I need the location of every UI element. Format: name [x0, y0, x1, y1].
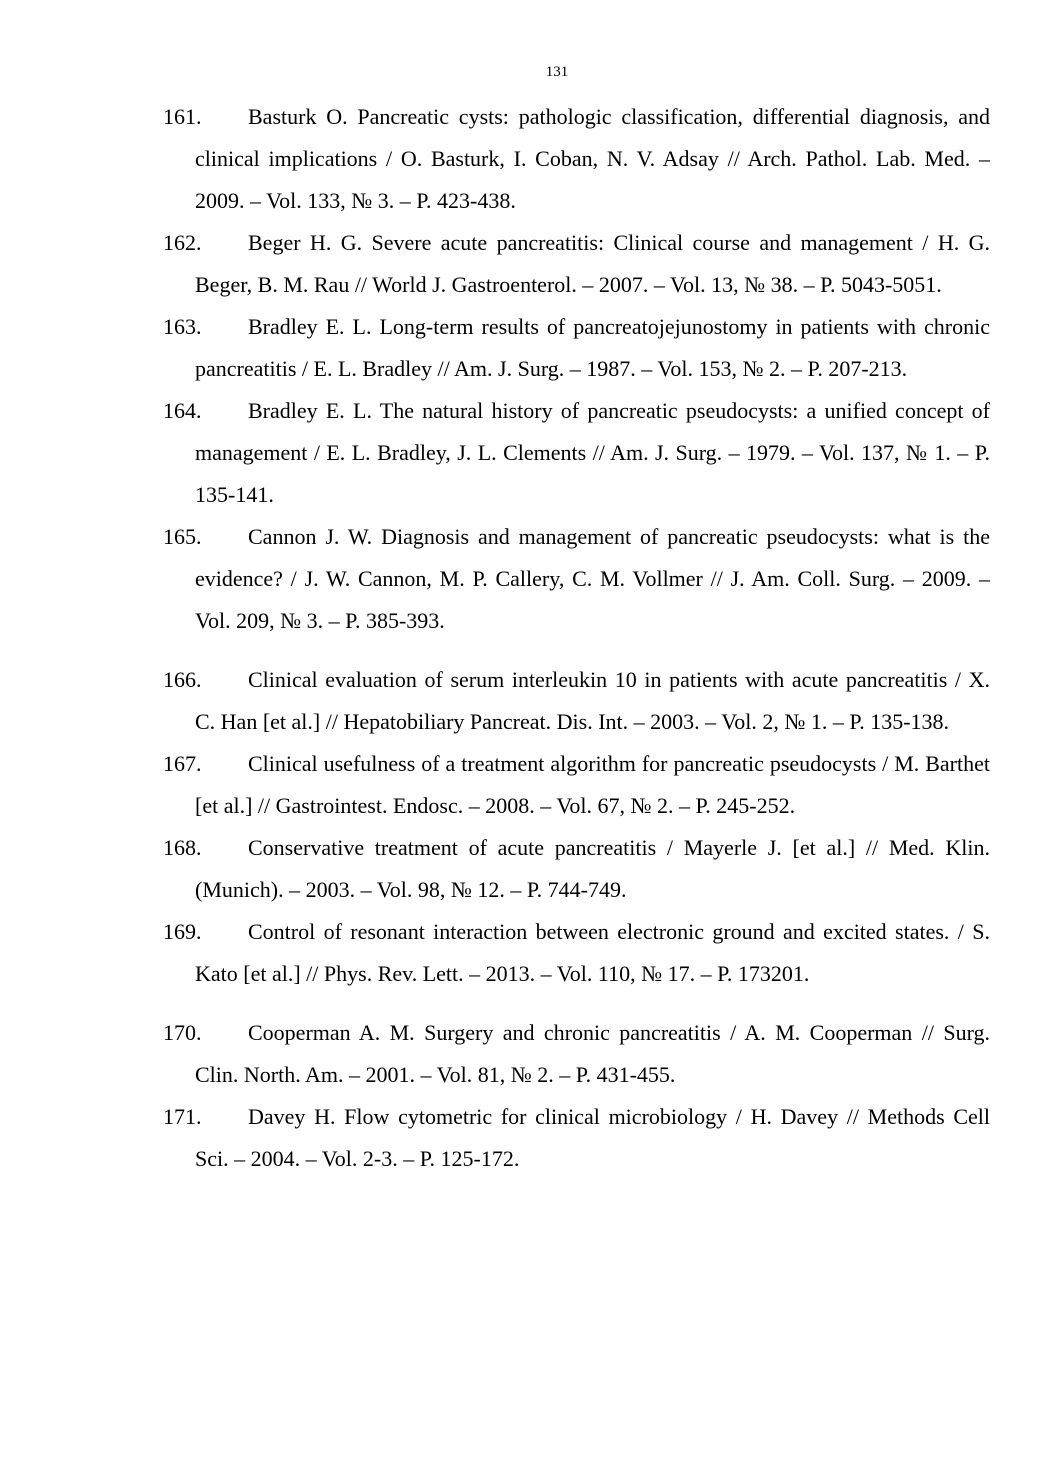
reference-number: 170.	[163, 1020, 202, 1045]
reference-number: 166.	[163, 667, 202, 692]
reference-number: 164.	[163, 398, 202, 423]
reference-item	[163, 1012, 990, 1096]
reference-item	[163, 222, 990, 306]
reference-text: Bradley E. L. Long-term results of pancreatojejunostomy in patients with chronic pancreatitis / E. L. Bradley // Am. J. Surg. – 1987. – Vol. 153, № 2. – P. 207-213.	[195, 314, 990, 381]
reference-number: 163.	[163, 314, 202, 339]
reference-number: 162.	[163, 230, 202, 255]
reference-text: Cannon J. W. Diagnosis and management of pancreatic pseudocysts: what is the evidence? / J. W. Cannon, M. P. Callery, C. M. Vollmer // J. Am. Coll. Surg. – 2009. – Vol. 209, № 3. – P. 385-393.	[195, 524, 990, 633]
reference-item	[163, 96, 990, 222]
reference-text: Basturk O. Pancreatic cysts: pathologic classification, differential diagnosis, and clinical implications / O. Basturk, I. Coban, N. V. Adsay // Arch. Pathol. Lab. Med. – 2009. – Vol. 133, № 3. – P. 423-438.	[195, 104, 990, 213]
reference-number: 161.	[163, 104, 202, 129]
reference-number: 169.	[163, 919, 202, 944]
reference-text: Clinical evaluation of serum interleukin 10 in patients with acute pancreatitis / X. C. Han [et al.] // Hepatobiliary Pancreat. Dis. Int. – 2003. – Vol. 2, № 1. – P. 135-138.	[195, 667, 990, 734]
reference-item	[163, 827, 990, 911]
reference-item	[163, 911, 990, 995]
reference-list	[163, 96, 990, 1180]
reference-number: 165.	[163, 524, 202, 549]
reference-item	[163, 1096, 990, 1180]
reference-text: Beger H. G. Severe acute pancreatitis: Clinical course and management / H. G. Beger, B. M. Rau // World J. Gastroenterol. – 2007. – Vol. 13, № 38. – P. 5043-5051.	[195, 230, 990, 297]
reference-text: Davey H. Flow cytometric for clinical microbiology / H. Davey // Methods Cell Sci. – 2004. – Vol. 2-3. – P. 125-172.	[195, 1104, 990, 1171]
reference-text: Conservative treatment of acute pancreatitis / Mayerle J. [et al.] // Med. Klin. (Munich). – 2003. – Vol. 98, № 12. – P. 744-749.	[195, 835, 990, 902]
page-number: 131	[545, 64, 569, 80]
reference-item	[163, 306, 990, 390]
reference-text: Clinical usefulness of a treatment algorithm for pancreatic pseudocysts / M. Barthet [et al.] // Gastrointest. Endosc. – 2008. – Vol. 67, № 2. – P. 245-252.	[195, 751, 990, 818]
reference-item	[163, 659, 990, 743]
reference-number: 167.	[163, 751, 202, 776]
reference-text: Bradley E. L. The natural history of pancreatic pseudocysts: a unified concept of management / E. L. Bradley, J. L. Clements // Am. J. Surg. – 1979. – Vol. 137, № 1. – P. 135-141.	[195, 398, 990, 507]
reference-number: 171.	[163, 1104, 202, 1129]
reference-item	[163, 516, 990, 642]
reference-number: 168.	[163, 835, 202, 860]
reference-text: Control of resonant interaction between electronic ground and excited states. / S. Kato [et al.] // Phys. Rev. Lett. – 2013. – Vol. 110, № 17. – P. 173201.	[195, 919, 990, 986]
reference-item	[163, 743, 990, 827]
reference-text: Cooperman A. M. Surgery and chronic pancreatitis / A. M. Cooperman // Surg. Clin. North. Am. – 2001. – Vol. 81, № 2. – P. 431-455.	[195, 1020, 990, 1087]
reference-item	[163, 390, 990, 516]
